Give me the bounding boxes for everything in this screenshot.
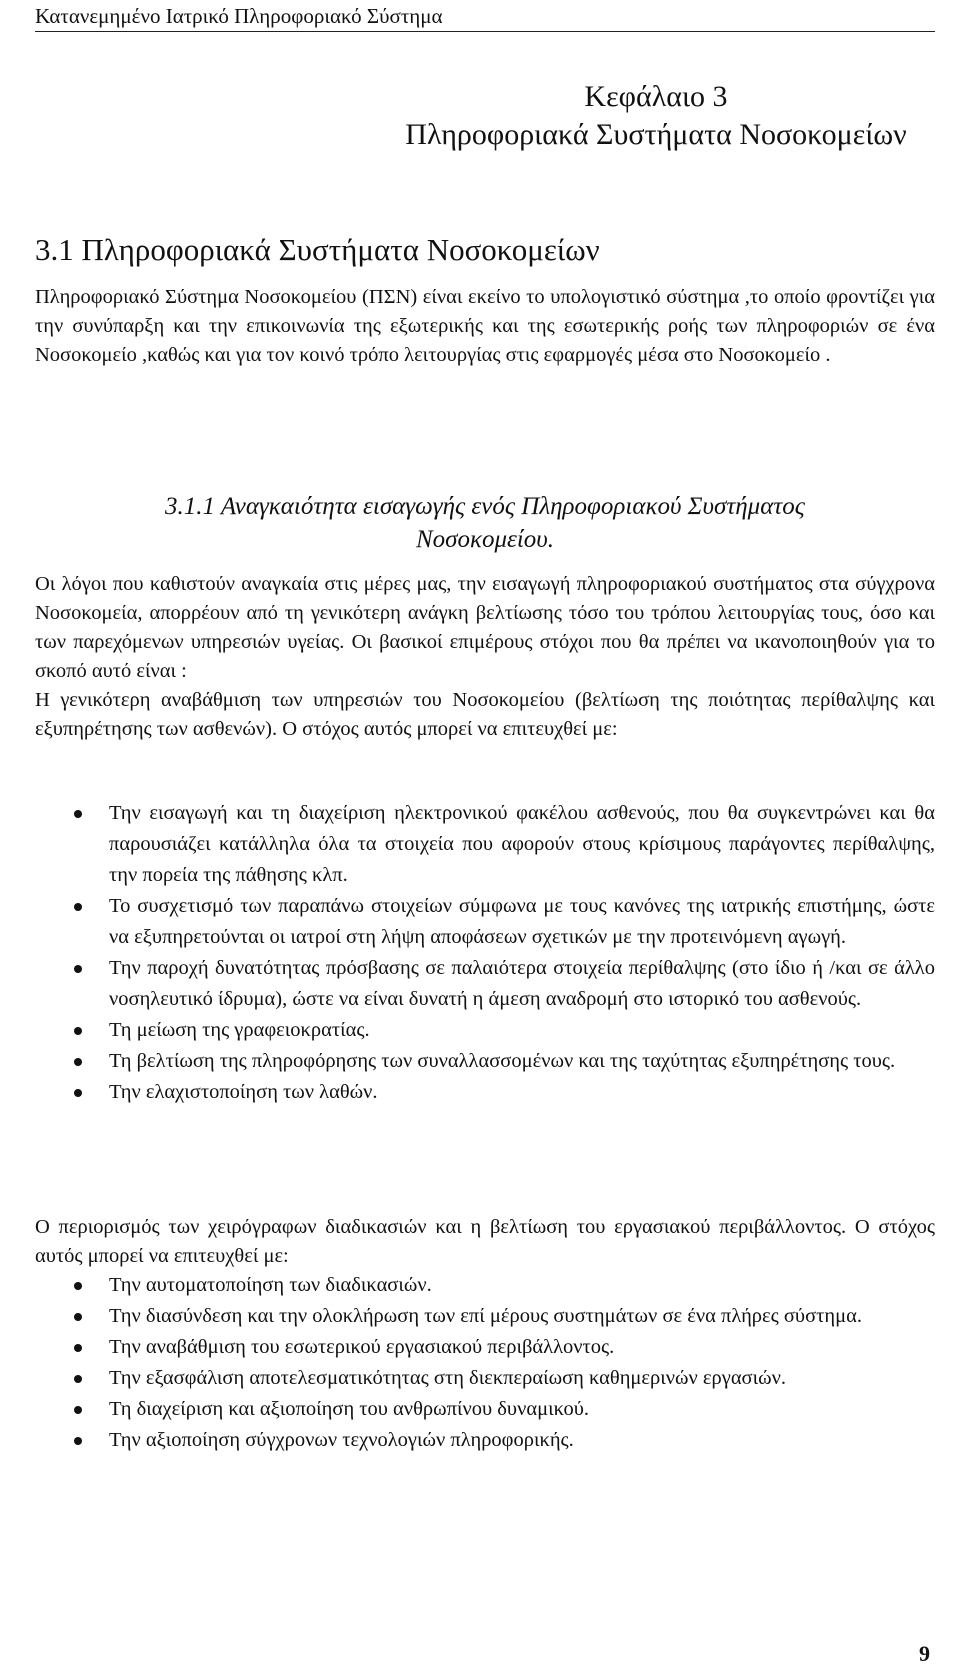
intro-paragraph — [35, 283, 935, 370]
subsection-title-line2: Νοσοκομείου. — [415, 526, 555, 553]
list-item: Την ελαχιστοποίηση των λαθών. — [35, 1077, 935, 1108]
second-goal-paragraph: Ο περιορισμός των χειρόγραφων διαδικασιών και η βελτίωση του εργασιακού περιβάλλοντος. Ο στόχος αυτός μπορεί να επιτευχθεί με: — [35, 1216, 935, 1267]
intro-term: Πληροφοριακό Σύστημα Νοσοκομείου (ΠΣΝ) — [35, 286, 418, 308]
intro-text: είναι εκείνο το υπολογιστικό σύστημα ,το οποίο φροντίζει για την συνύπαρξη και την επικοινωνία της εξωτερικής και της εσωτερικής ροής των πληροφοριών σε ένα Νοσοκομείο ,καθώς και για τον κοινό τρόπο λειτουργίας στις εφαρμογές μέσα στο Νοσοκομείο . — [35, 286, 935, 366]
list-item: Την εξασφάλιση αποτελεσματικότητας στη διεκπεραίωση καθημερινών εργασιών. — [35, 1363, 935, 1394]
header-divider — [35, 31, 935, 32]
reasons-text: Οι λόγοι που καθιστούν αναγκαία στις μέρες μας, την εισαγωγή πληροφοριακού συστήματος στα σύγχρονα Νοσοκομεία, απορρέουν από τη γενικότερη ανάγκη βελτίωσης τόσο του τρόπου λειτουργίας τους, όσο και των παρεχόμενων υπηρεσιών υγείας. Οι βασικοί επιμέρους στόχοι που θα πρέπει να ικανοποιηθούν για το σκοπό αυτό είναι : — [35, 573, 935, 682]
list-item: Την αναβάθμιση του εσωτερικού εργασιακού περιβάλλοντος. — [35, 1332, 935, 1363]
list-item: Τη διαχείριση και αξιοποίηση του ανθρωπίνου δυναμικού. — [35, 1394, 935, 1425]
chapter-heading — [376, 78, 936, 154]
section-title: 3.1 Πληροφοριακά Συστήματα Νοσοκομείων — [35, 232, 600, 267]
second-goal-list — [35, 1270, 935, 1456]
page-header: Κατανεμημένο Ιατρικό Πληροφοριακό Σύστημα — [35, 4, 443, 28]
chapter-number: Κεφάλαιο 3 — [584, 80, 728, 113]
chapter-title: Πληροφοριακά Συστήματα Νοσοκομείων — [405, 118, 907, 151]
page-number: 9 — [919, 1641, 930, 1666]
list-item: Την παροχή δυνατότητας πρόσβασης σε παλαιότερα στοιχεία περίθαλψης (στο ίδιο ή /και σε άλλο νοσηλευτικό ίδρυμα), ώστε να είναι δυνατή η άμεση αναδρομή στο ιστορικό του ασθενούς. — [35, 953, 935, 1015]
list-item: Τη μείωση της γραφειοκρατίας. — [35, 1015, 935, 1046]
reasons-paragraph — [35, 570, 935, 744]
list-item: Την αξιοποίηση σύγχρονων τεχνολογιών πληροφορικής. — [35, 1425, 935, 1456]
subsection-title-line1: 3.1.1 Αναγκαιότητα εισαγωγής ενός Πληροφοριακού Συστήματος — [165, 493, 805, 520]
list-item: Την εισαγωγή και τη διαχείριση ηλεκτρονικού φακέλου ασθενούς, που θα συγκεντρώνει και θα παρουσιάζει κατάλληλα όλα τα στοιχεία που αφορούν στους κρίσιμους παράγοντες περίθαλψης, την πορεία της πάθησης κλπ. — [35, 798, 935, 891]
subsection-title — [35, 490, 935, 556]
goal-text: Η γενικότερη αναβάθμιση των υπηρεσιών του Νοσοκομείου (βελτίωση της ποιότητας περίθαλψης και εξυπηρέτησης των ασθενών). Ο στόχος αυτός μπορεί να επιτευχθεί με: — [35, 689, 935, 740]
list-item: Την αυτοματοποίηση των διαδικασιών. — [35, 1270, 935, 1301]
list-item: Τη βελτίωση της πληροφόρησης των συναλλασσομένων και της ταχύτητας εξυπηρέτησης τους. — [35, 1046, 935, 1077]
list-item: Το συσχετισμό των παραπάνω στοιχείων σύμφωνα με τους κανόνες της ιατρικής επιστήμης, ώστε να εξυπηρετούνται οι ιατροί στη λήψη αποφάσεων σχετικών με την προτεινόμενη αγωγή. — [35, 891, 935, 953]
list-item: Την διασύνδεση και την ολοκλήρωση των επί μέρους συστημάτων σε ένα πλήρες σύστημα. — [35, 1301, 935, 1332]
goal-list — [35, 798, 935, 1108]
